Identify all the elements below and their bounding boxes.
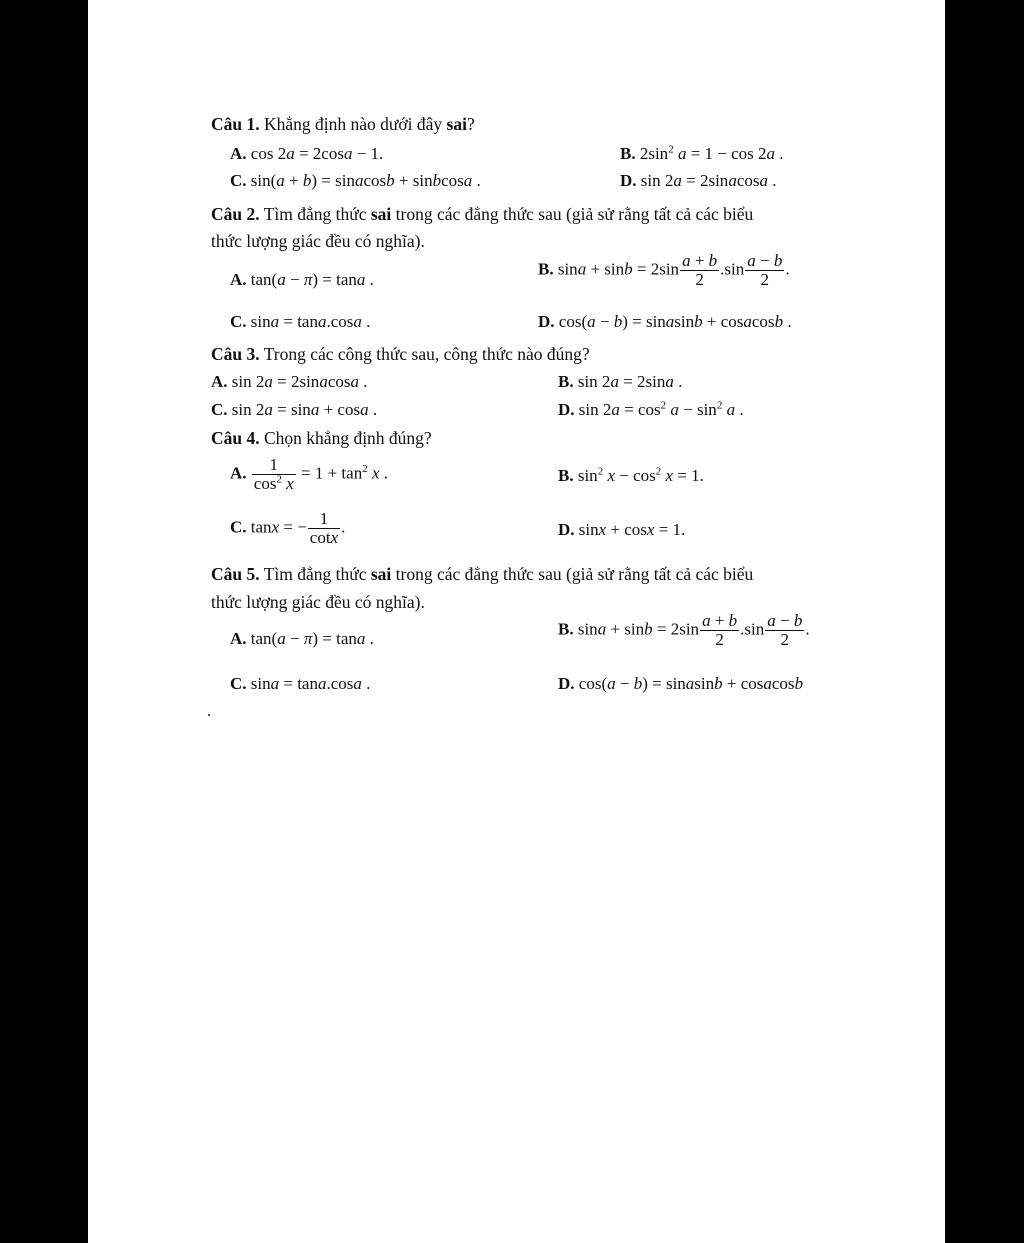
question-1-option-a: A. cos 2a = 2cosa − 1.: [230, 144, 384, 163]
question-5-stem: Câu 5. Tìm đẳng thức sai trong các đẳng thức sau (giả sử rằng tất cả các biểu: [211, 564, 754, 584]
question-5-option-a: A. tan(a − π) = tana .: [230, 629, 374, 648]
question-2-option-c: C. sina = tana.cosa .: [230, 312, 371, 331]
question-4-option-d: D. sinx + cosx = 1.: [558, 520, 686, 539]
question-5-option-c: C. sina = tana.cosa .: [230, 674, 371, 693]
question-1-option-c: C. sin(a + b) = sinacosb + sinbcosa .: [230, 171, 481, 190]
question-3-option-b: B. sin 2a = 2sina .: [558, 372, 683, 391]
question-1-option-d: D. sin 2a = 2sinacosa .: [620, 171, 777, 190]
question-4-option-a: A. $\frac{1}{\cos^2 x}$ = $1 + \tan^2 x$ .: [230, 455, 388, 493]
question-2-option-b: B. sina + sinb = 2sin $\frac{a + b}{2}$ .sin $\frac{a - b}{2}$ .: [538, 251, 790, 289]
question-4-stem: Câu 4. Chọn khẳng định đúng?: [211, 428, 432, 448]
question-2-stem-line2: thức lượng giác đều có nghĩa).: [211, 231, 425, 251]
question-1-stem: Câu 1. Khẳng định nào dưới đây sai?: [211, 114, 475, 134]
question-4-option-c: C. tanx = − $\frac{1}{\cot x}$ .: [230, 509, 346, 547]
question-3-option-a: A. sin 2a = 2sinacosa .: [211, 372, 368, 391]
question-1-option-b: B. $2\sin^2$ a = 1 − cos 2a .: [620, 143, 784, 163]
question-5-stem-line2: thức lượng giác đều có nghĩa).: [211, 592, 425, 612]
question-3-option-c: C. sin 2a = sina + cosa .: [211, 400, 378, 419]
question-3-option-d: D. $\sin 2a = \cos^2 a - \sin^2 a$ .: [558, 399, 744, 419]
question-4-option-b: B. $\sin^2 x - \cos^2 x = 1$.: [558, 465, 704, 485]
stray-dot: [208, 714, 210, 716]
question-2-option-a: A. tan(a − π) = tana .: [230, 270, 374, 289]
document-page: [88, 0, 945, 1243]
question-5-option-b: B. sina + sinb = 2sin $\frac{a + b}{2}$ .sin $\frac{a - b}{2}$ .: [558, 611, 810, 649]
question-5-option-d: D. cos(a − b) = sinasinb + cosacosb: [558, 674, 804, 693]
question-2-stem: Câu 2. Tìm đẳng thức sai trong các đẳng thức sau (giả sử rằng tất cả các biểu: [211, 204, 754, 224]
question-2-option-d: D. cos(a − b) = sinasinb + cosacosb .: [538, 312, 792, 331]
question-3-stem: Câu 3. Trong các công thức sau, công thức nào đúng?: [211, 344, 590, 364]
